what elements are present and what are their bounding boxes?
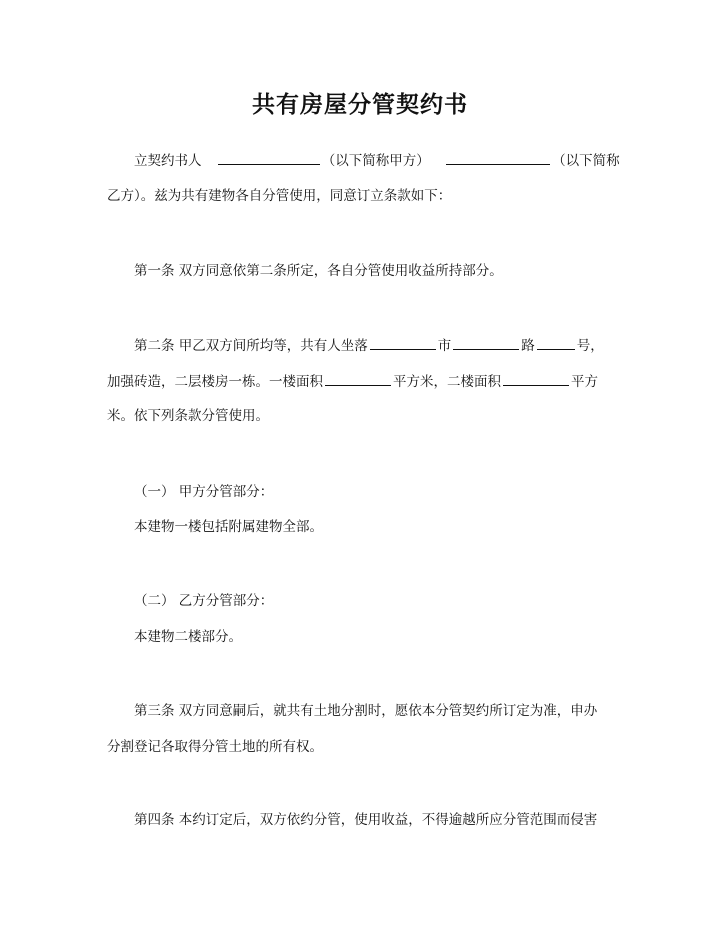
floor2-area-blank [503, 371, 569, 386]
article-3-line-2: 分割登记各取得分管土地的所有权。 [107, 739, 323, 755]
city-blank [453, 335, 519, 350]
party-b-note: （以下简称 [552, 153, 620, 169]
section-1-heading: （一） 甲方分管部分： [134, 484, 274, 500]
document-title: 共有房屋分管契约书 [252, 92, 468, 118]
number-label: 号， [576, 338, 604, 354]
article-2-line2-mid: 平方米，二楼面积 [393, 374, 501, 390]
section-2-body: 本建物二楼部分。 [134, 629, 242, 645]
article-2-line2-prefix: 加强砖造，二层楼房一栋。一楼面积 [107, 374, 323, 390]
article-2-line2-end: 平方 [571, 374, 598, 390]
party-a-note: （以下简称甲方） [321, 153, 430, 169]
party-b-blank [446, 150, 550, 165]
article-3-line-1: 第三条 双方同意嗣后，就共有土地分割时，愿依本分管契约所订定为准，申办 [134, 703, 598, 719]
section-2-heading: （二） 乙方分管部分： [134, 593, 274, 609]
article-1: 第一条 双方同意依第二条所定，各自分管使用收益所持部分。 [134, 263, 503, 279]
road-blank [537, 335, 575, 350]
intro-prefix: 立契约书人 [134, 153, 202, 169]
floor1-area-blank [325, 371, 391, 386]
road-label: 路 [521, 338, 535, 354]
article-2-line-1 [134, 335, 604, 356]
location-blank [370, 335, 436, 350]
city-label: 市 [437, 338, 452, 354]
article-2-line-3: 米。依下列条款分管使用。 [107, 408, 269, 424]
article-2-line-2 [107, 371, 598, 392]
intro-line-2: 乙方）。兹为共有建物各自分管使用，同意订立条款如下： [107, 188, 452, 204]
party-a-blank [218, 150, 320, 165]
article-2-prefix: 第二条 甲乙双方间所均等，共有人坐落 [134, 338, 368, 354]
intro-line-1 [134, 150, 620, 171]
article-4-line-1: 第四条 本约订定后，双方依约分管，使用收益，不得逾越所应分管范围而侵害 [134, 812, 598, 828]
section-1-body: 本建物一楼包括附属建物全部。 [134, 519, 323, 535]
